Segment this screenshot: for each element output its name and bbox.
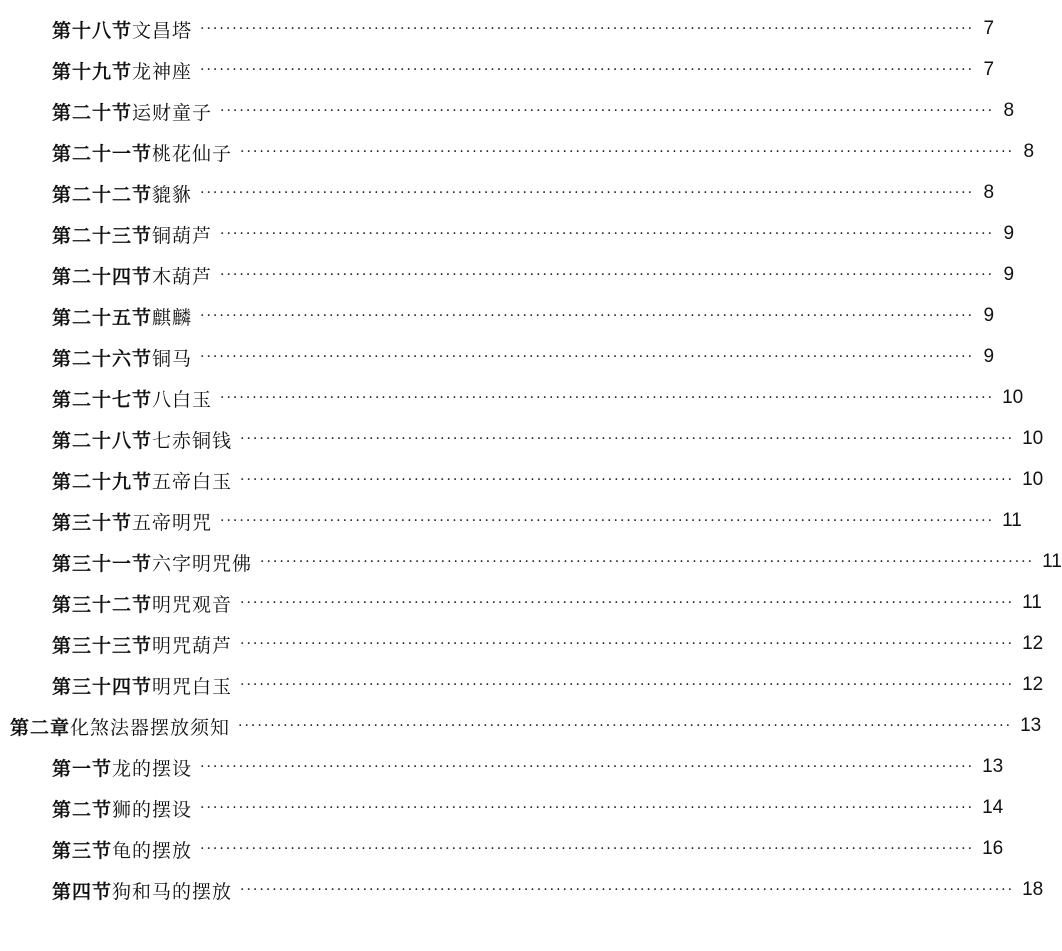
entry-title: 貔貅 (152, 183, 193, 206)
entry-title: 龟的摆放 (112, 839, 193, 862)
dot-leader: ························································································································ (200, 759, 975, 775)
section-entry (52, 14, 995, 44)
entry-page-number: 9 (983, 305, 995, 326)
entry-page-number: 11 (1022, 592, 1042, 613)
entry-title: 明咒白玉 (152, 675, 233, 698)
section-entry (52, 260, 1015, 290)
section-entry (52, 137, 1035, 167)
section-entry (52, 506, 1022, 536)
dot-leader: ························································································································ (240, 144, 1015, 160)
entry-section-number: 第三十二节 (52, 593, 153, 616)
section-entry (52, 424, 1044, 454)
entry-section-number: 第二十六节 (52, 347, 153, 370)
section-entry (52, 55, 995, 85)
section-entry (52, 465, 1044, 495)
entry-page-number: 9 (1003, 223, 1015, 244)
section-entry (52, 752, 1004, 782)
dot-leader: ························································································································ (240, 472, 1015, 488)
entry-section-number: 第十八节 (52, 19, 133, 42)
section-entry (52, 383, 1024, 413)
section-entry (52, 875, 1044, 905)
entry-title: 木葫芦 (152, 265, 213, 288)
entry-section-number: 第二十九节 (52, 470, 153, 493)
entry-title: 明咒观音 (152, 593, 233, 616)
entry-title: 七赤铜钱 (152, 429, 233, 452)
entry-title: 龙的摆设 (112, 757, 193, 780)
entry-page-number: 14 (982, 797, 1004, 818)
entry-section-number: 第三十节 (52, 511, 133, 534)
entry-title: 运财童子 (132, 101, 213, 124)
entry-page-number: 11 (1042, 551, 1062, 572)
dot-leader: ························································································································ (200, 21, 975, 37)
dot-leader: ························································································································ (200, 185, 975, 201)
entry-section-number: 第二十节 (52, 101, 133, 124)
dot-leader: ························································································································ (220, 226, 995, 242)
section-entry (52, 301, 995, 331)
dot-leader: ························································································································ (240, 595, 1015, 611)
entry-page-number: 8 (983, 182, 995, 203)
dot-leader: ························································································································ (238, 718, 1013, 734)
dot-leader: ························································································································ (240, 677, 1015, 693)
entry-page-number: 12 (1022, 633, 1044, 654)
section-entry (52, 834, 1004, 864)
entry-page-number: 16 (982, 838, 1004, 859)
entry-section-number: 第三节 (52, 839, 113, 862)
dot-leader: ························································································································ (200, 349, 975, 365)
dot-leader: ························································································································ (200, 308, 975, 324)
section-entry (52, 588, 1042, 618)
entry-page-number: 11 (1002, 510, 1022, 531)
entry-section-number: 第二十五节 (52, 306, 153, 329)
entry-section-number: 第二十三节 (52, 224, 153, 247)
section-entry (52, 547, 1062, 577)
entry-title: 狮的摆设 (112, 798, 193, 821)
entry-page-number: 13 (1020, 715, 1042, 736)
dot-leader: ························································································································ (220, 103, 995, 119)
entry-section-number: 第二章 (10, 716, 71, 739)
entry-title: 铜马 (152, 347, 193, 370)
section-entry (52, 342, 995, 372)
dot-leader: ························································································································ (240, 636, 1015, 652)
entry-section-number: 第二十一节 (52, 142, 153, 165)
entry-title: 化煞法器摆放须知 (70, 716, 231, 739)
entry-page-number: 18 (1022, 879, 1044, 900)
section-entry (52, 670, 1044, 700)
section-entry (52, 219, 1015, 249)
entry-title: 文昌塔 (132, 19, 193, 42)
entry-section-number: 第二十七节 (52, 388, 153, 411)
dot-leader: ························································································································ (220, 267, 995, 283)
dot-leader: ························································································································ (200, 841, 975, 857)
entry-title: 明咒葫芦 (152, 634, 233, 657)
entry-title: 六字明咒佛 (152, 552, 253, 575)
entry-section-number: 第二十八节 (52, 429, 153, 452)
entry-page-number: 8 (1023, 141, 1035, 162)
entry-title: 桃花仙子 (152, 142, 233, 165)
dot-leader: ························································································································ (220, 390, 995, 406)
chapter-entry (10, 711, 1042, 741)
section-entry (52, 793, 1004, 823)
entry-title: 龙神座 (132, 60, 193, 83)
entry-title: 麒麟 (152, 306, 193, 329)
dot-leader: ························································································································ (200, 62, 975, 78)
entry-section-number: 第一节 (52, 757, 113, 780)
section-entry (52, 629, 1044, 659)
entry-title: 八白玉 (152, 388, 213, 411)
entry-page-number: 10 (1022, 469, 1044, 490)
entry-page-number: 10 (1022, 428, 1044, 449)
entry-section-number: 第二十四节 (52, 265, 153, 288)
dot-leader: ························································································································ (240, 431, 1015, 447)
entry-title: 铜葫芦 (152, 224, 213, 247)
entry-page-number: 8 (1003, 100, 1015, 121)
entry-section-number: 第三十一节 (52, 552, 153, 575)
entry-section-number: 第三十三节 (52, 634, 153, 657)
entry-section-number: 第十九节 (52, 60, 133, 83)
entry-title: 狗和马的摆放 (112, 880, 233, 903)
entry-title: 五帝明咒 (132, 511, 213, 534)
entry-section-number: 第二十二节 (52, 183, 153, 206)
entry-page-number: 9 (983, 346, 995, 367)
entry-page-number: 13 (982, 756, 1004, 777)
entry-page-number: 7 (983, 59, 995, 80)
dot-leader: ························································································································ (220, 513, 995, 529)
section-entry (52, 96, 1015, 126)
dot-leader: ························································································································ (240, 882, 1015, 898)
entry-section-number: 第四节 (52, 880, 113, 903)
entry-section-number: 第二节 (52, 798, 113, 821)
entry-page-number: 9 (1003, 264, 1015, 285)
section-entry (52, 178, 995, 208)
entry-page-number: 7 (983, 18, 995, 39)
entry-page-number: 10 (1002, 387, 1024, 408)
entry-title: 五帝白玉 (152, 470, 233, 493)
entry-section-number: 第三十四节 (52, 675, 153, 698)
entry-page-number: 12 (1022, 674, 1044, 695)
dot-leader: ························································································································ (260, 554, 1035, 570)
dot-leader: ························································································································ (200, 800, 975, 816)
